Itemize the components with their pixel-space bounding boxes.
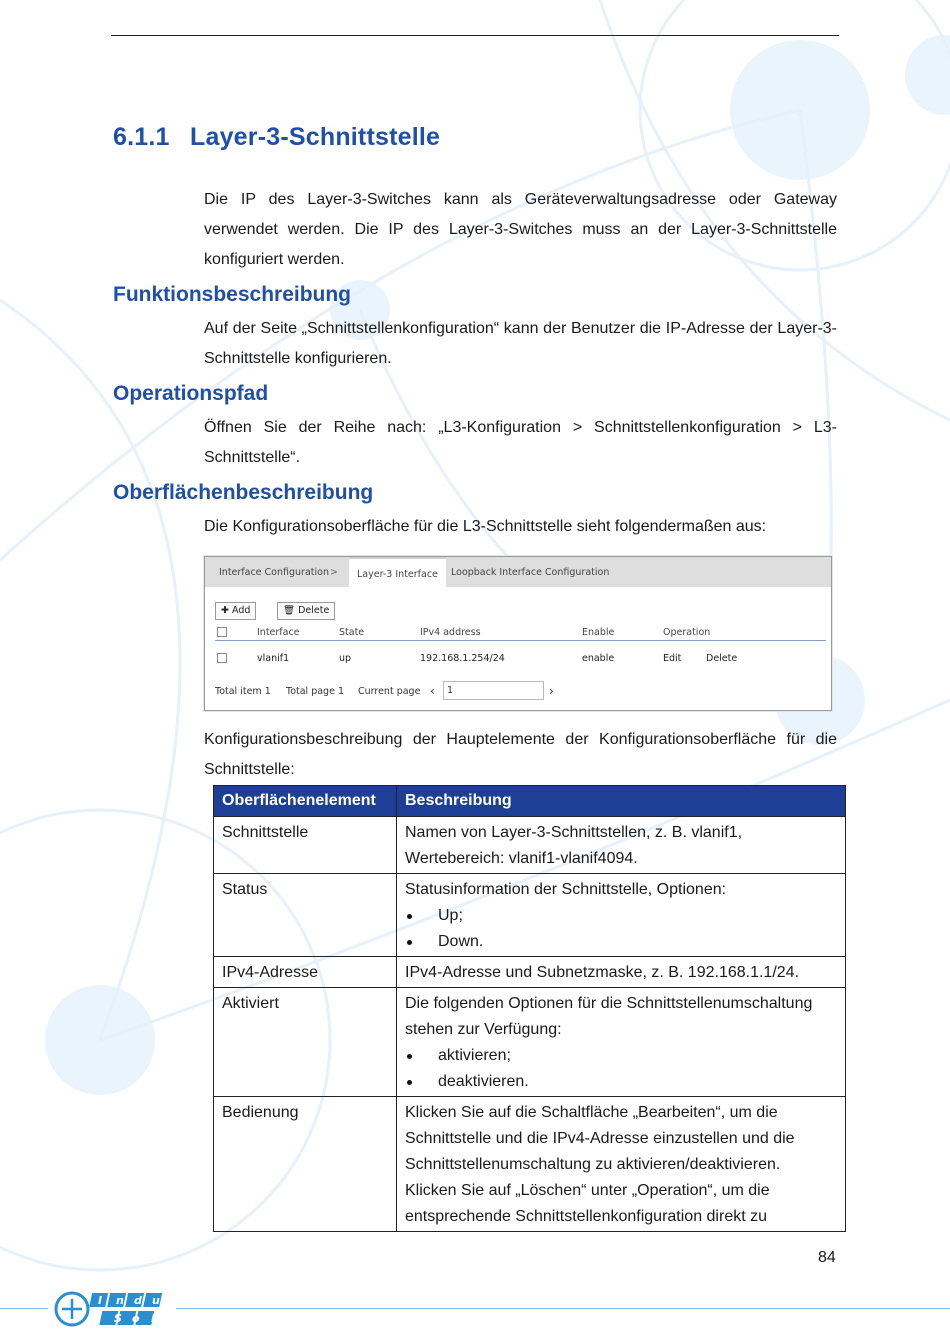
bullet-item: deaktivieren. bbox=[405, 1069, 837, 1095]
description-line: Schnittstellenumschaltung zu aktivieren/deaktivieren. bbox=[405, 1156, 781, 1173]
tab-separator-icon: > bbox=[330, 567, 338, 578]
row-element: Schnittstelle bbox=[214, 817, 397, 874]
row-element: Status bbox=[214, 874, 397, 957]
description-line: Wertebereich: vlanif1-vlanif4094. bbox=[405, 850, 638, 867]
description-line: Klicken Sie auf die Schaltfläche „Bearbeiten“, um die bbox=[405, 1104, 778, 1121]
select-all-checkbox[interactable] bbox=[217, 627, 227, 637]
footer-rule-left bbox=[0, 1308, 48, 1309]
bullet-item: Up; bbox=[405, 903, 837, 929]
header-element: Oberflächenelement bbox=[214, 786, 397, 817]
bullet-item: aktivieren; bbox=[405, 1043, 837, 1069]
col-interface: Interface bbox=[257, 627, 300, 638]
ui-paragraph: Die Konfigurationsoberfläche für die L3-Schnittstelle sieht folgendermaßen aus: bbox=[204, 518, 767, 535]
logo-letter: u bbox=[152, 1294, 160, 1307]
footer-rule-right bbox=[176, 1308, 950, 1309]
delete-link[interactable]: Delete bbox=[706, 653, 738, 664]
description-line: Statusinformation der Schnittstelle, Optionen: bbox=[405, 881, 727, 898]
description-line: Die folgenden Optionen für die Schnittstellenumschaltung bbox=[405, 995, 813, 1012]
delete-button[interactable] bbox=[277, 602, 335, 620]
delete-button-label: Delete bbox=[298, 605, 330, 616]
edit-link[interactable]: Edit bbox=[663, 653, 682, 664]
bullet-item: Down. bbox=[405, 929, 837, 955]
function-paragraph: Auf der Seite „Schnittstellenkonfiguration“ kann der Benutzer die IP-Adresse der Layer-3-Schnittstelle konfigurieren. bbox=[204, 320, 837, 367]
logo-letter: S bbox=[114, 1312, 122, 1325]
element-description-table bbox=[213, 785, 846, 1232]
logo-letter: I bbox=[98, 1294, 103, 1307]
header-description: Beschreibung bbox=[397, 786, 846, 817]
table-row bbox=[214, 957, 846, 988]
plus-icon: ✚ bbox=[221, 605, 229, 616]
table-row bbox=[214, 1097, 846, 1232]
trash-icon: 🗑 bbox=[283, 605, 296, 616]
add-button[interactable] bbox=[215, 602, 256, 620]
logo-letter: d bbox=[134, 1294, 142, 1307]
path-heading: Operationspfad bbox=[113, 382, 269, 405]
intro-paragraph: Die IP des Layer-3-Switches kann als Geräteverwaltungsadresse oder Gateway verwendet werden. Die IP des Layer-3-Switches muss an der Layer-3-Schnittstelle konfiguriert werden. bbox=[204, 191, 837, 268]
section-heading bbox=[113, 123, 440, 152]
total-items: Total item 1 bbox=[215, 686, 271, 697]
table-row bbox=[214, 817, 846, 874]
cell-ipv4: 192.168.1.254/24 bbox=[420, 653, 505, 664]
header-divider bbox=[215, 640, 826, 641]
col-enable: Enable bbox=[582, 627, 615, 638]
col-state: State bbox=[339, 627, 365, 638]
ui-heading: Oberflächenbeschreibung bbox=[113, 481, 374, 504]
logo-letter: n bbox=[116, 1294, 124, 1307]
function-heading: Funktionsbeschreibung bbox=[113, 283, 352, 306]
row-element: Bedienung bbox=[214, 1097, 397, 1232]
row-element: Aktiviert bbox=[214, 988, 397, 1097]
interface-screenshot bbox=[204, 556, 832, 711]
row-checkbox[interactable] bbox=[217, 653, 227, 663]
table-header-row bbox=[214, 786, 846, 817]
logo-letter: l bbox=[151, 1312, 155, 1325]
total-pages: Total page 1 bbox=[286, 686, 344, 697]
page-input[interactable]: 1 bbox=[443, 681, 544, 700]
cell-state: up bbox=[339, 653, 352, 664]
header-rule bbox=[111, 35, 839, 36]
next-page-icon[interactable]: › bbox=[549, 684, 554, 698]
row-description bbox=[397, 988, 846, 1097]
current-page-label: Current page bbox=[358, 686, 421, 697]
tab-loopback-interface[interactable]: Loopback Interface Configuration bbox=[451, 567, 610, 578]
cell-interface: vlanif1 bbox=[257, 653, 290, 664]
table-intro-paragraph: Konfigurationsbeschreibung der Hauptelemente der Konfigurationsoberfläche für die Schnittstelle: bbox=[204, 731, 837, 778]
screenshot-tab-bar bbox=[205, 557, 831, 587]
row-description bbox=[397, 957, 846, 988]
tab-layer3-interface[interactable]: Layer-3 Interface bbox=[349, 557, 446, 587]
path-paragraph: Öffnen Sie der Reihe nach: „L3-Konfiguration > Schnittstellenkonfiguration > L3-Schnittstelle“. bbox=[204, 419, 837, 466]
table-row bbox=[214, 988, 846, 1097]
table-row bbox=[214, 874, 846, 957]
section-title: Layer-3-Schnittstelle bbox=[190, 123, 441, 151]
row-element: IPv4-Adresse bbox=[214, 957, 397, 988]
add-button-label: Add bbox=[232, 605, 251, 616]
description-line: stehen zur Verfügung: bbox=[405, 1021, 562, 1038]
logo-letter: o bbox=[132, 1312, 140, 1325]
description-line: IPv4-Adresse und Subnetzmaske, z. B. 192.168.1.1/24. bbox=[405, 964, 800, 981]
prev-page-icon[interactable]: ‹ bbox=[430, 684, 435, 698]
page-number: 84 bbox=[818, 1249, 836, 1266]
description-line: entsprechende Schnittstellenkonfiguration direkt zu bbox=[405, 1208, 767, 1225]
description-line: Schnittstelle und die IPv4-Adresse einzustellen und die bbox=[405, 1130, 795, 1147]
cell-enable: enable bbox=[582, 653, 615, 664]
indusol-logo bbox=[53, 1289, 171, 1329]
col-operation: Operation bbox=[663, 627, 711, 638]
description-line: Namen von Layer-3-Schnittstellen, z. B. vlanif1, bbox=[405, 824, 743, 841]
col-ipv4: IPv4 address bbox=[420, 627, 481, 638]
description-line: Klicken Sie auf „Löschen“ unter „Operation“, um die bbox=[405, 1182, 770, 1199]
tab-interface-configuration[interactable]: Interface Configuration bbox=[219, 567, 329, 578]
row-description bbox=[397, 874, 846, 957]
row-description bbox=[397, 1097, 846, 1232]
section-number: 6.1.1 bbox=[113, 123, 170, 151]
row-description bbox=[397, 817, 846, 874]
